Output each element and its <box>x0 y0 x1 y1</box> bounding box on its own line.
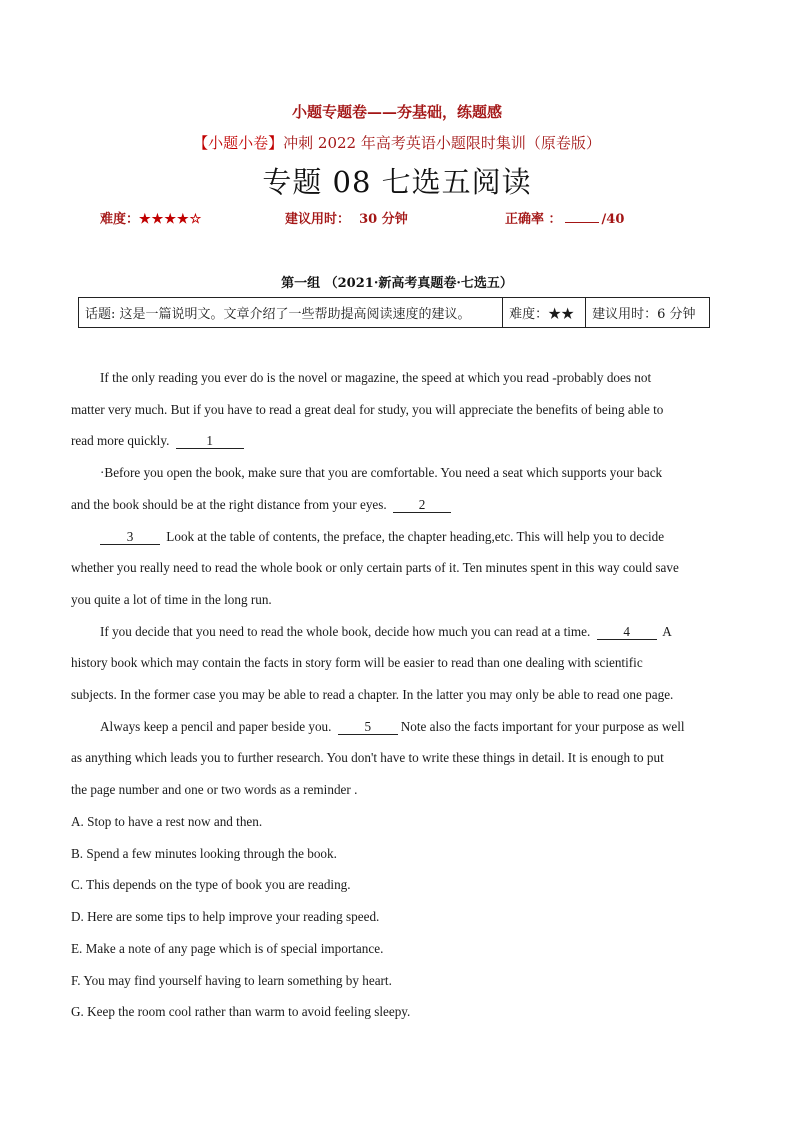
passage <box>71 362 721 806</box>
option-b: B. Spend a few minutes looking through the book. <box>71 845 337 861</box>
passage-line: Always keep a pencil and paper beside you. 5 Note also the facts important for your purpose as well <box>100 718 685 734</box>
difficulty-meta <box>100 208 202 227</box>
passage-line: as anything which leads you to further research. You don't have to write these things in detail. It is enough to put <box>71 750 664 766</box>
time-cell: 建议用时：6 分钟 <box>586 298 710 328</box>
accuracy-total: /40 <box>601 212 625 227</box>
passage-line: whether you really need to read the whole book or only certain parts of it. Ten minutes spent in this way could save <box>71 560 679 576</box>
answer-blank-4[interactable]: 4 <box>597 625 657 640</box>
answer-blank-1[interactable]: 1 <box>176 434 244 449</box>
difficulty-cell: 难度：★★ <box>503 298 586 328</box>
option-e: E. Make a note of any page which is of special importance. <box>71 940 384 956</box>
option-d: D. Here are some tips to help improve your reading speed. <box>71 909 380 925</box>
accuracy-meta <box>505 208 624 227</box>
accuracy-blank[interactable] <box>565 210 599 223</box>
option-c: C. This depends on the type of book you are reading. <box>71 877 351 893</box>
time-label: 建议用时： <box>285 212 351 227</box>
answer-blank-5[interactable]: 5 <box>338 720 398 735</box>
difficulty-label: 难度： <box>100 212 140 227</box>
time-value: 30 分钟 <box>359 212 408 227</box>
passage-line: history book which may contain the facts in story form will be easier to read than one dealing with scientific <box>71 655 643 671</box>
difficulty-stars: ★★★★☆ <box>139 212 203 227</box>
passage-line: ·Before you open the book, make sure that you are comfortable. You need a seat which supports your back <box>100 465 663 481</box>
subtitle-prefix: 【小题小卷】 <box>193 134 284 152</box>
option-g: G. Keep the room cool rather than warm to avoid feeling sleepy. <box>71 1004 411 1020</box>
group-title: 第一组 （2021·新高考真题卷·七选五） <box>281 276 513 291</box>
info-table <box>78 297 710 328</box>
passage-line: and the book should be at the right distance from your eyes. 2 <box>71 489 721 521</box>
time-meta <box>285 208 408 227</box>
subtitle <box>0 132 794 153</box>
tagline: 小题专题卷——夯基础，练题感 <box>291 103 502 121</box>
answer-blank-2[interactable]: 2 <box>393 498 451 513</box>
accuracy-label: 正确率 ： <box>505 212 562 227</box>
passage-line: you quite a lot of time in the long run. <box>71 591 272 607</box>
option-f: F. You may find yourself having to learn something by heart. <box>71 972 392 988</box>
page-title: 专题 08 七选五阅读 <box>262 165 532 199</box>
passage-line: If you decide that you need to read the whole book, decide how much you can read at a time. 4 A <box>100 623 672 639</box>
passage-line: 3 Look at the table of contents, the preface, the chapter heading,etc. This will help you to decide <box>71 521 721 553</box>
option-a: A. Stop to have a rest now and then. <box>71 814 263 829</box>
topic-cell: 话题: 这是一篇说明文。文章介绍了一些帮助提高阅读速度的建议。 <box>79 298 503 328</box>
passage-line: read more quickly. 1 <box>71 425 721 457</box>
passage-line: If the only reading you ever do is the novel or magazine, the speed at which you read -probably does not <box>100 370 652 385</box>
options-list <box>71 806 721 1028</box>
passage-line: the page number and one or two words as a reminder . <box>71 782 358 798</box>
subtitle-text: 冲刺 2022 年高考英语小题限时集训（原卷版） <box>283 134 601 152</box>
passage-line: matter very much. But if you have to read a great deal for study, you will appreciate the benefits of being able to <box>71 401 664 417</box>
passage-line: subjects. In the former case you may be able to read a chapter. In the latter you may only be able to read one page. <box>71 687 674 703</box>
answer-blank-3[interactable]: 3 <box>100 530 160 545</box>
